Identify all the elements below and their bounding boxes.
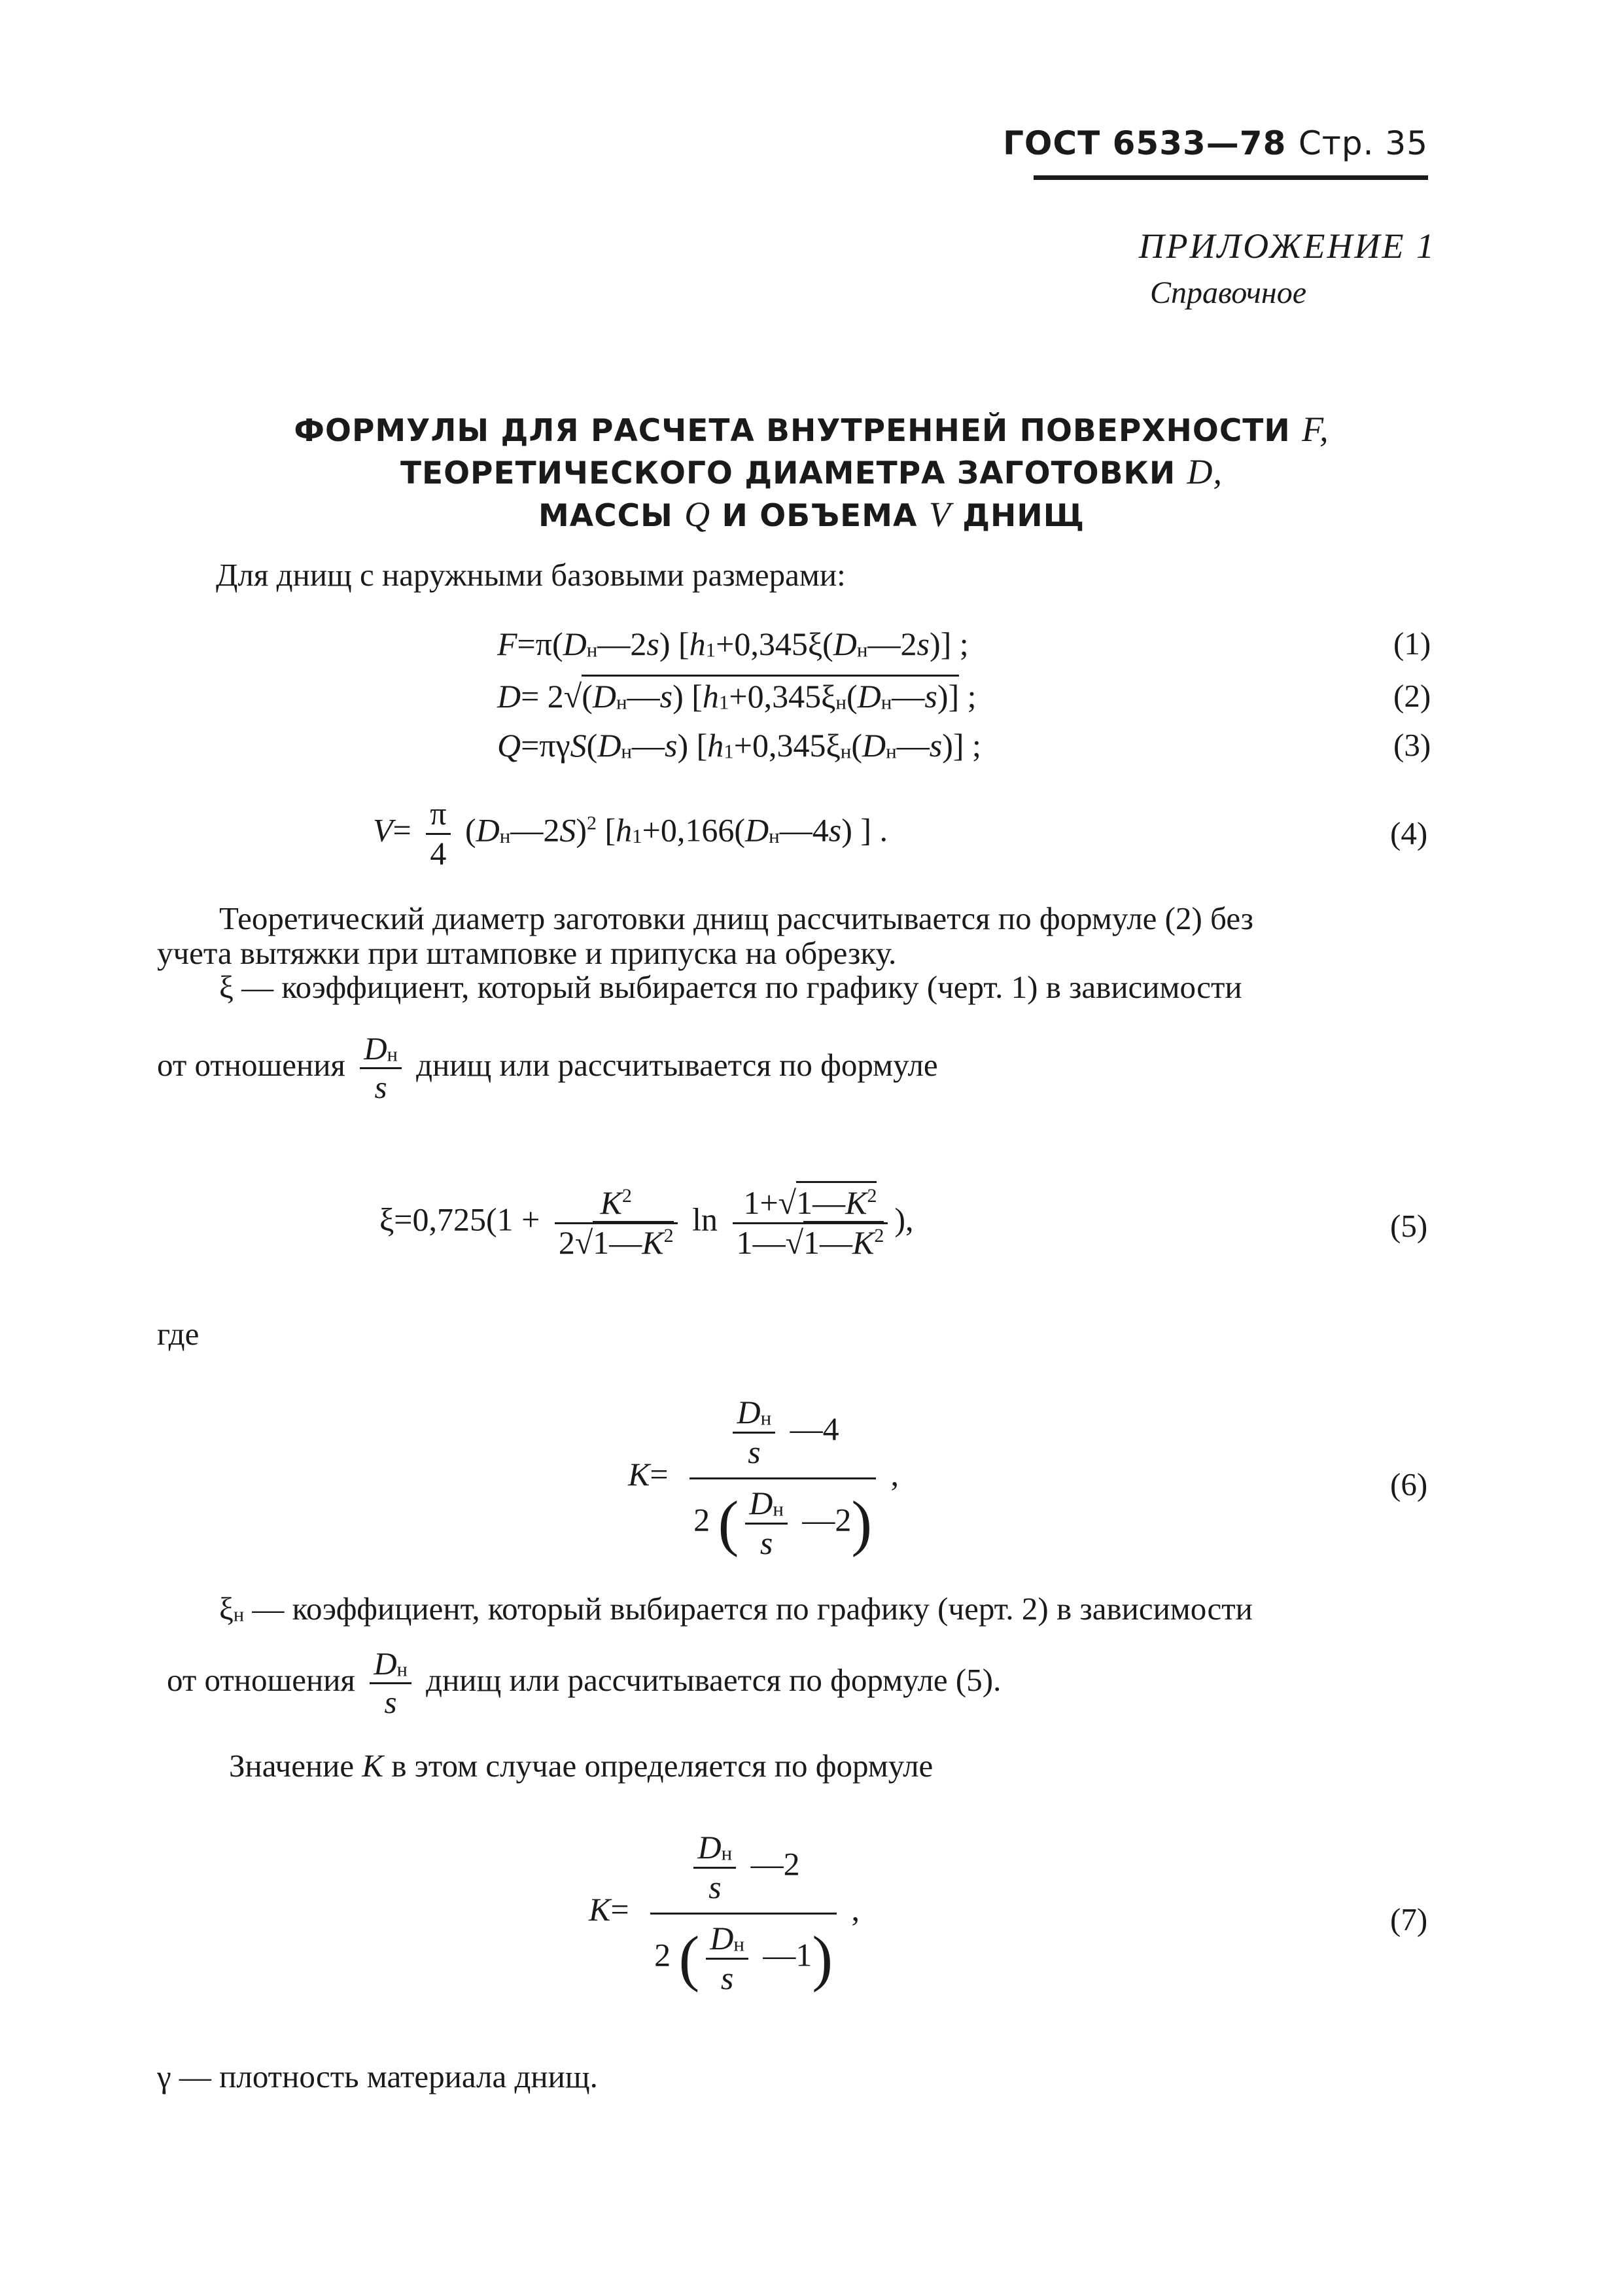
equation-2-number: (2)	[1393, 678, 1431, 714]
page-header	[0, 124, 1428, 162]
paragraph-3-line-1: ξн — коэффициент, который выбирается по графику (черт. 2) в зависимости	[219, 1591, 1253, 1627]
ratio-fraction-2: $\frac{Dн}{s}$	[370, 1646, 411, 1722]
appendix-title: ПРИЛОЖЕНИЕ 1	[1138, 226, 1436, 266]
equation-3: Q=πγS(Dн—s) [h1+0,345ξн(Dн—s)] ;	[497, 727, 981, 764]
equation-6-number: (6)	[1390, 1466, 1428, 1502]
title-line-3: МАССЫ Q И ОБЪЕМА V ДНИЩ	[538, 495, 1085, 534]
equation-7: K= $\frac{Dн}{s}$ —2 2 ( $\frac{Dн}{s}$ —1) ,	[589, 1829, 860, 1996]
paragraph-3-line-2: от отношения $\frac{Dн}{s}$ днищ или рассчитывается по формуле (5).	[167, 1646, 1002, 1721]
ratio-fraction-1: $\frac{Dн}{s}$	[360, 1031, 402, 1106]
paragraph-2-line-2: от отношения $\frac{Dн}{s}$ днищ или рассчитывается по формуле	[157, 1031, 938, 1106]
title-line-1: ФОРМУЛЫ ДЛЯ РАСЧЕТА ВНУТРЕННЕЙ ПОВЕРХНОСТИ F,	[294, 410, 1329, 449]
page-number: Стр. 35	[1298, 124, 1428, 162]
paragraph-4: Значение K в этом случае определяется по формуле	[229, 1748, 934, 1784]
where-text: где	[157, 1316, 200, 1352]
density-definition: γ — плотность материала днищ.	[157, 2058, 598, 2094]
equation-1: F=π(Dн—2s) [h1+0,345ξ(Dн—2s)] ;	[497, 626, 969, 662]
equation-4-number: (4)	[1390, 815, 1428, 851]
equation-3-number: (3)	[1393, 727, 1431, 763]
appendix-subtitle: Справочное	[1150, 275, 1306, 310]
paragraph-1-line-1: Теоретический диаметр заготовки днищ рассчитывается по формуле (2) без	[219, 900, 1254, 936]
title-line-2: ТЕОРЕТИЧЕСКОГО ДИАМЕТРА ЗАГОТОВКИ D,	[400, 452, 1223, 491]
equation-1-number: (1)	[1393, 626, 1431, 662]
gost-number: ГОСТ 6533—78	[1003, 124, 1287, 162]
equation-4: V= $\frac{\pi}{4}$ (Dн—2S)$^2$ [h1+0,166(Dн—4s) ] .	[373, 795, 888, 872]
equation-7-number: (7)	[1390, 1901, 1428, 1937]
paragraph-2-line-1: ξ — коэффициент, который выбирается по графику (черт. 1) в зависимости	[219, 969, 1242, 1005]
equation-2: D= 2√(Dн—s) [h1+0,345ξн(Dн—s)] ;	[497, 677, 977, 715]
equation-6: K= $\frac{Dн}{s}$ —4 2 ( $\frac{Dн}{s}$ —2) ,	[628, 1394, 899, 1561]
equation-5: ξ=0,725(1 + $\frac{K^2}{2√1—K^2}$ ln $\frac{1+√1—K^2}{1—√1—K^2}$ ),	[379, 1184, 914, 1262]
paragraph-1-line-2: учета вытяжки при штамповке и припуска на обрезку.	[157, 935, 897, 971]
header-rule	[1034, 175, 1428, 180]
equation-5-number: (5)	[1390, 1208, 1428, 1244]
intro-text: Для днищ с наружными базовыми размерами:	[216, 557, 846, 593]
